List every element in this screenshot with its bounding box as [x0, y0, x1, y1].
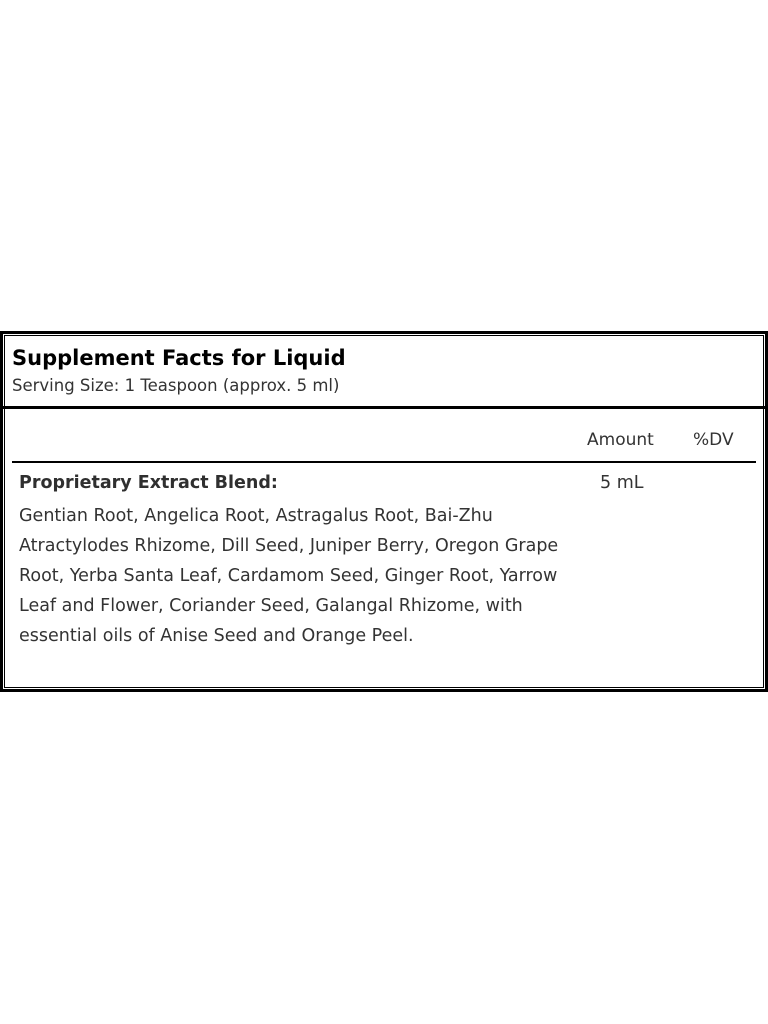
supplement-facts-panel [0, 331, 768, 692]
serving-size: Serving Size: 1 Teaspoon (approx. 5 ml) [12, 376, 340, 395]
panel-title: Supplement Facts for Liquid [12, 346, 346, 370]
blend-name: Proprietary Extract Blend: [19, 473, 278, 493]
thick-divider [3, 406, 765, 409]
amount-column-header: Amount [587, 430, 654, 450]
dv-column-header: %DV [693, 430, 734, 450]
header-divider [12, 461, 756, 463]
ingredient-list: Gentian Root, Angelica Root, Astragalus Root, Bai-Zhu Atractylodes Rhizome, Dill Seed, Juniper Berry, Oregon Grape Root, Yerba Santa Leaf, Cardamom Seed, Ginger Root, Yarrow Leaf and Flower, Coriander Seed, Galangal Rhizome, with essential oils of Anise Seed and Orange Peel. [19, 506, 559, 646]
blend-amount: 5 mL [600, 473, 644, 493]
